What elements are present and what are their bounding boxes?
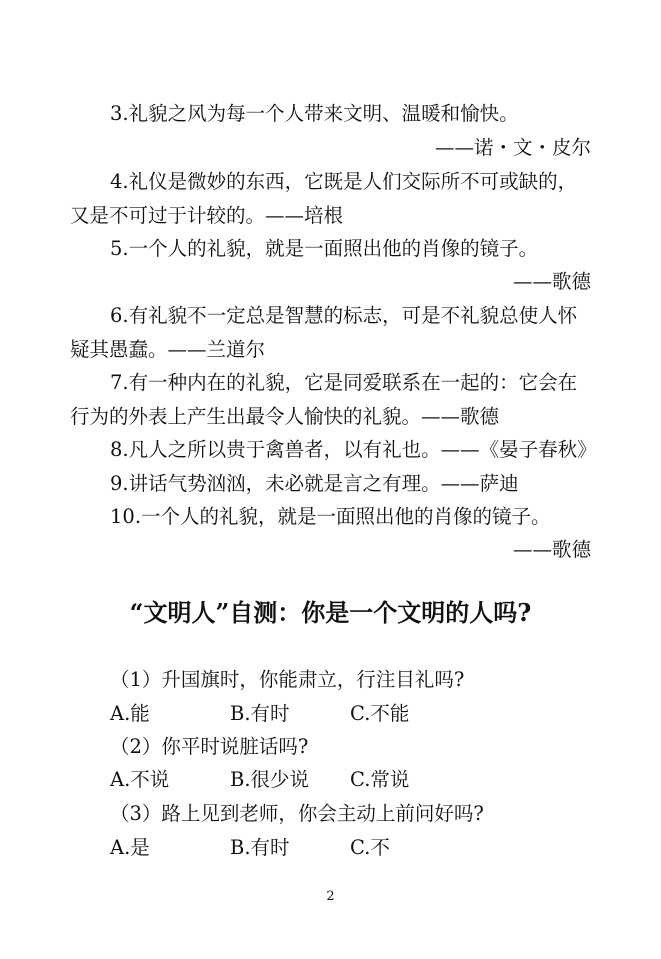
question-3-option-b: B.有时 [230,836,290,859]
quote-3-author: ——诺・文・皮尔 [434,136,591,159]
question-3-option-c: C.不 [350,836,390,859]
survey-title: “文明人”自测：你是一个文明的人吗? [129,598,532,627]
question-2-option-b: B.很少说 [230,768,310,791]
question-1-option-c: C.不能 [350,702,410,725]
question-1-option-a: A.能 [110,702,150,725]
quote-7-text-line1: 7.有一种内在的礼貌，它是同爱联系在一起的：它会在 [110,371,578,394]
quote-6-text-line1: 6.有礼貌不一定总是智慧的标志，可是不礼貌总使人怀 [110,304,578,327]
question-3-option-a: A.是 [110,836,150,859]
question-1-option-b: B.有时 [230,702,290,725]
quote-7-text-line2: 行为的外表上产生出最令人愉快的礼貌。——歌德 [70,405,500,428]
quote-9-text: 9.讲话气势汹汹，未必就是言之有理。——萨迪 [110,472,519,495]
quote-5-text: 5.一个人的礼貌，就是一面照出他的肖像的镜子。 [110,237,539,260]
quote-6-text-line2: 疑其愚蠢。——兰道尔 [70,338,266,361]
survey-question-2: （2）你平时说脏话吗? [110,735,309,758]
question-2-option-a: A.不说 [110,768,170,791]
quote-8-text: 8.凡人之所以贵于禽兽者，以有礼也。——《晏子春秋》 [110,438,597,461]
quote-4-text-line2: 又是不可过于计较的。——培根 [70,204,344,227]
quote-4-text-line1: 4.礼仪是微妙的东西，它既是人们交际所不可或缺的， [110,170,578,193]
question-2-option-c: C.常说 [350,768,410,791]
survey-question-3: （3）路上见到老师，你会主动上前问好吗? [110,802,484,825]
quote-10-text: 10.一个人的礼貌，就是一面照出他的肖像的镜子。 [110,505,551,528]
quote-10-author: ——歌德 [512,538,591,561]
survey-question-1: （1）升国旗时，你能肃立，行注目礼吗? [110,668,465,691]
quote-5-author: ——歌德 [512,270,591,293]
page-number: 2 [326,889,335,904]
quote-3-text: 3.礼貌之风为每一个人带来文明、温暖和愉快。 [110,102,519,125]
